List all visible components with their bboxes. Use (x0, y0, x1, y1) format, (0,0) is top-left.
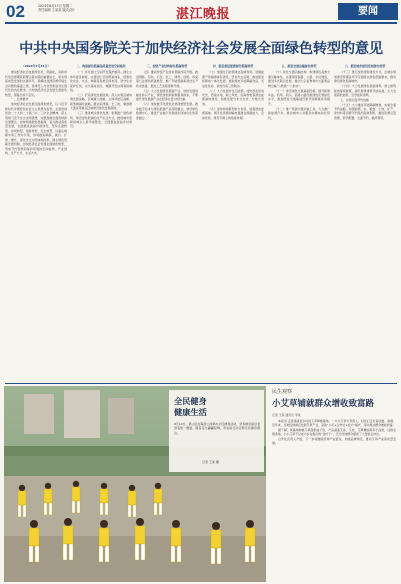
article-column (5, 62, 67, 380)
issue-date: 2024年8月13日 星期二 (38, 4, 73, 8)
article-paragraph: （九）加快构建新型电力系统。加强清洁能源基地、调节性资源和输电通道在规模能力、空间布局、建设节奏上的衔接协调。 (202, 106, 264, 120)
page-number: 02 (6, 2, 25, 21)
article-paragraph: （十一）建设绿色交通基础设施。提升新建车站、机场、码头、高速公路设施绿色化智能化水平，推进既有交通基础设施节能降碳改造提升。 (268, 88, 330, 106)
fitness-photo (4, 386, 266, 582)
photo-title (174, 396, 207, 418)
article-paragraph: （一）优化国土空间开发保护格局。健全主体功能区制度，完善国土空间规划体系，统筹优化农业、生态、城镇等各类空间布局。坚守生态保护红线、永久基本农田、城镇开发边界等控制线。 (70, 70, 132, 93)
side-story-paragraph: 据了解，该基地种植艾草面积逾千亩，产品涵盖艾条、艾柱、艾草精油等多个品类，远销全国各地。小小艾草不仅成为乡村振兴的“金叶子”，还为当地群众提供了大量就业岗位。 (272, 427, 396, 437)
article-column (268, 62, 330, 380)
article-paragraph: 七、实施全面节约战略 (340, 97, 369, 102)
article-paragraph: 加快经济社会发展全面绿色转型，以习近平新时代中国特色社会主义思想为指导，全面贯彻党的二十大和二十届二中、三中全会精神，深入贯彻习近平生态文明思想，完整准确全面贯彻新发展理念，加快构建新发展格局，着力推动高质量发展，全面推进美丽中国建设，坚持全面转型、协同转型、创新转型、安全转型，以碳达峰碳中和工作为引领，协同推进降碳、减污、扩绿、增长，深化生态文明体制改革，健全绿色低碳发展机制，加快经济社会发展全面绿色转型，形成节约资源和保护环境的空间格局、产业结构、生产方式、生活方式。 (5, 102, 67, 156)
article-paragraph: （十三）推行绿色规划建设方式。在城乡规划建设管理各环节全面落实绿色低碳要求，推动建设绿色低碳城市。 (334, 70, 396, 84)
article-paragraph: （十四）大力发展绿色低碳建筑。建立建筑能效等级制度，提升新建建筑节能标准，大力发展超低能耗、近零能耗建筑。 (334, 84, 396, 98)
column-subheading: 六、推进城乡建设发展绿色转型 (344, 64, 386, 68)
article-paragraph: （四）推动传统产业绿色低碳改造升级。推进钢铁、有色、石化、化工、建材、造纸、印染等行业绿色低碳转型，推广节能低碳和清洁生产技术装备，推进工艺流程更新升级。 (136, 70, 198, 88)
article-paragraph: （五）大力发展绿色低碳产业。加快发展战略性新兴产业，建设绿色制造和服务体系，不断提升绿色低碳产业在经济总量中的比重。 (136, 88, 198, 102)
article-column (334, 62, 396, 380)
article-column (136, 62, 198, 380)
article-paragraph: （三）推进城乡绿色发展。积极推广绿色建筑，建设绿色低碳的生产生活方式，推进城市更新和城乡人居环境整治，全面推进美丽乡村建设。 (70, 111, 132, 129)
photo-title-line: 健康生活 (174, 407, 207, 417)
article-column (70, 62, 132, 380)
masthead (0, 0, 401, 30)
photo-caption: 8月10日，霞山区在海滨公园举办全民健身活动，众多健身爱好者身着统一服装，随着音乐翩翩起舞，用实际行动诠释全民健身理念。 (174, 422, 260, 435)
article-column (202, 62, 264, 380)
article-paragraph: （十二）推广低碳交通运输工具。大力推广新能源汽车，推动城市公共服务车辆电动化替代。 (268, 106, 330, 120)
column-subheading: 五、推进交通运输绿色转型 (281, 64, 317, 68)
article-paragraph: （八）大力发展非化石能源。加快西北风电光伏、西南水电、海上风电、沿海核电等清洁能源基地建设，积极发展分布式光伏、分散式风电。 (202, 88, 264, 106)
section-label: 要闻 (338, 3, 398, 20)
side-story-byline: 记者 王某 通讯员 李某 (272, 413, 301, 417)
column-subheading: 三、加快产业结构绿色低碳转型 (146, 64, 188, 68)
photo-credit: 记者 王某 摄 (202, 460, 219, 464)
side-story (272, 388, 396, 584)
paper-logo: 湛江晚报 (176, 7, 231, 22)
column-subheading: 四、稳妥推进能源绿色低碳转型 (212, 64, 254, 68)
side-story-paragraph: 合作社负责人介绍，下一步将继续延伸产业链条，加强品牌建设，推动艾草产业高质量发展。 (272, 436, 396, 446)
side-story-body (272, 419, 396, 584)
article-paragraph: （十五）大力推进节能降碳增效。实施全面节约战略，加强能源、水、粮食、土地、矿产、原材料等资源节约集约高效利用，推进资源总量管理、科学配置、全面节约、循环利用。 (334, 102, 396, 120)
column-subheading: 二、构建绿色低碳高质量发展空间格局 (76, 64, 126, 68)
photo-feature (4, 386, 266, 582)
article-paragraph: （七）加强化石能源清洁高效利用。加强能源产供储销体系建设，坚持先立后破，推进煤炭和煤电一体化发展，推进煤电节能降碳改造、灵活性改造、供热改造三改联动。 (202, 70, 264, 88)
issue-editor: 责任编辑 王某某 版式设计 (38, 8, 76, 13)
article-paragraph: （十）优化交通运输结构。构建绿色高效交通运输体系，完善国家铁路、公路、水运网络，推进多式联运发展，推动大宗货物和中长距离货物运输“公转铁”“公转水”。 (268, 70, 330, 88)
issue-meta (38, 4, 98, 13)
section-divider (5, 383, 397, 384)
side-story-title: 小艾草铺就群众增收致富路 (272, 399, 375, 409)
article-paragraph: （六）加快数字化绿色化协同转型发展。推动数字技术与绿色低碳产业深度融合，建设绿色数据中心，推进产业数字化智能化同绿色化的深度融合。 (136, 102, 198, 120)
side-story-paragraph: 本报讯 走进遂溪县乡村的艾草种植基地，一片片艾草长势喜人，村民们正忙着收割、晾晒。近年来，当地因地制宜发展艾草产业，采取“公司+合作社+农户”模式，带动周边群众增收致富。 (272, 419, 396, 428)
side-story-kicker: 民生观察 (272, 389, 293, 395)
photo-title-line: 全民健身 (174, 396, 207, 406)
article-paragraph: 推动经济社会发展绿色化、低碳化，是新时代党治国理政新理念新实践的重要标志，是实现高质量发展的关键环节，是解决我国资源环境生态问题的基础之策，是建设人与自然和谐共生现代化的内在要求。为加快经济社会发展全面绿色转型，现提出如下意见。 (5, 70, 67, 97)
top-rule (5, 22, 397, 24)
article-headline: 中共中央国务院关于加快经济社会发展全面绿色转型的意见 (19, 41, 383, 57)
column-subheading: （2024年7月31日） (21, 64, 51, 68)
article-paragraph: （二）打造绿色发展高地。深入实施区域协调发展战略、区域重大战略、主体功能区战略、新型城镇化战略，推动京津冀、长三角、粤港澳大湾区等重点区域建设绿色发展高地。 (70, 93, 132, 111)
article-paragraph: 一、总体要求 (11, 97, 29, 102)
